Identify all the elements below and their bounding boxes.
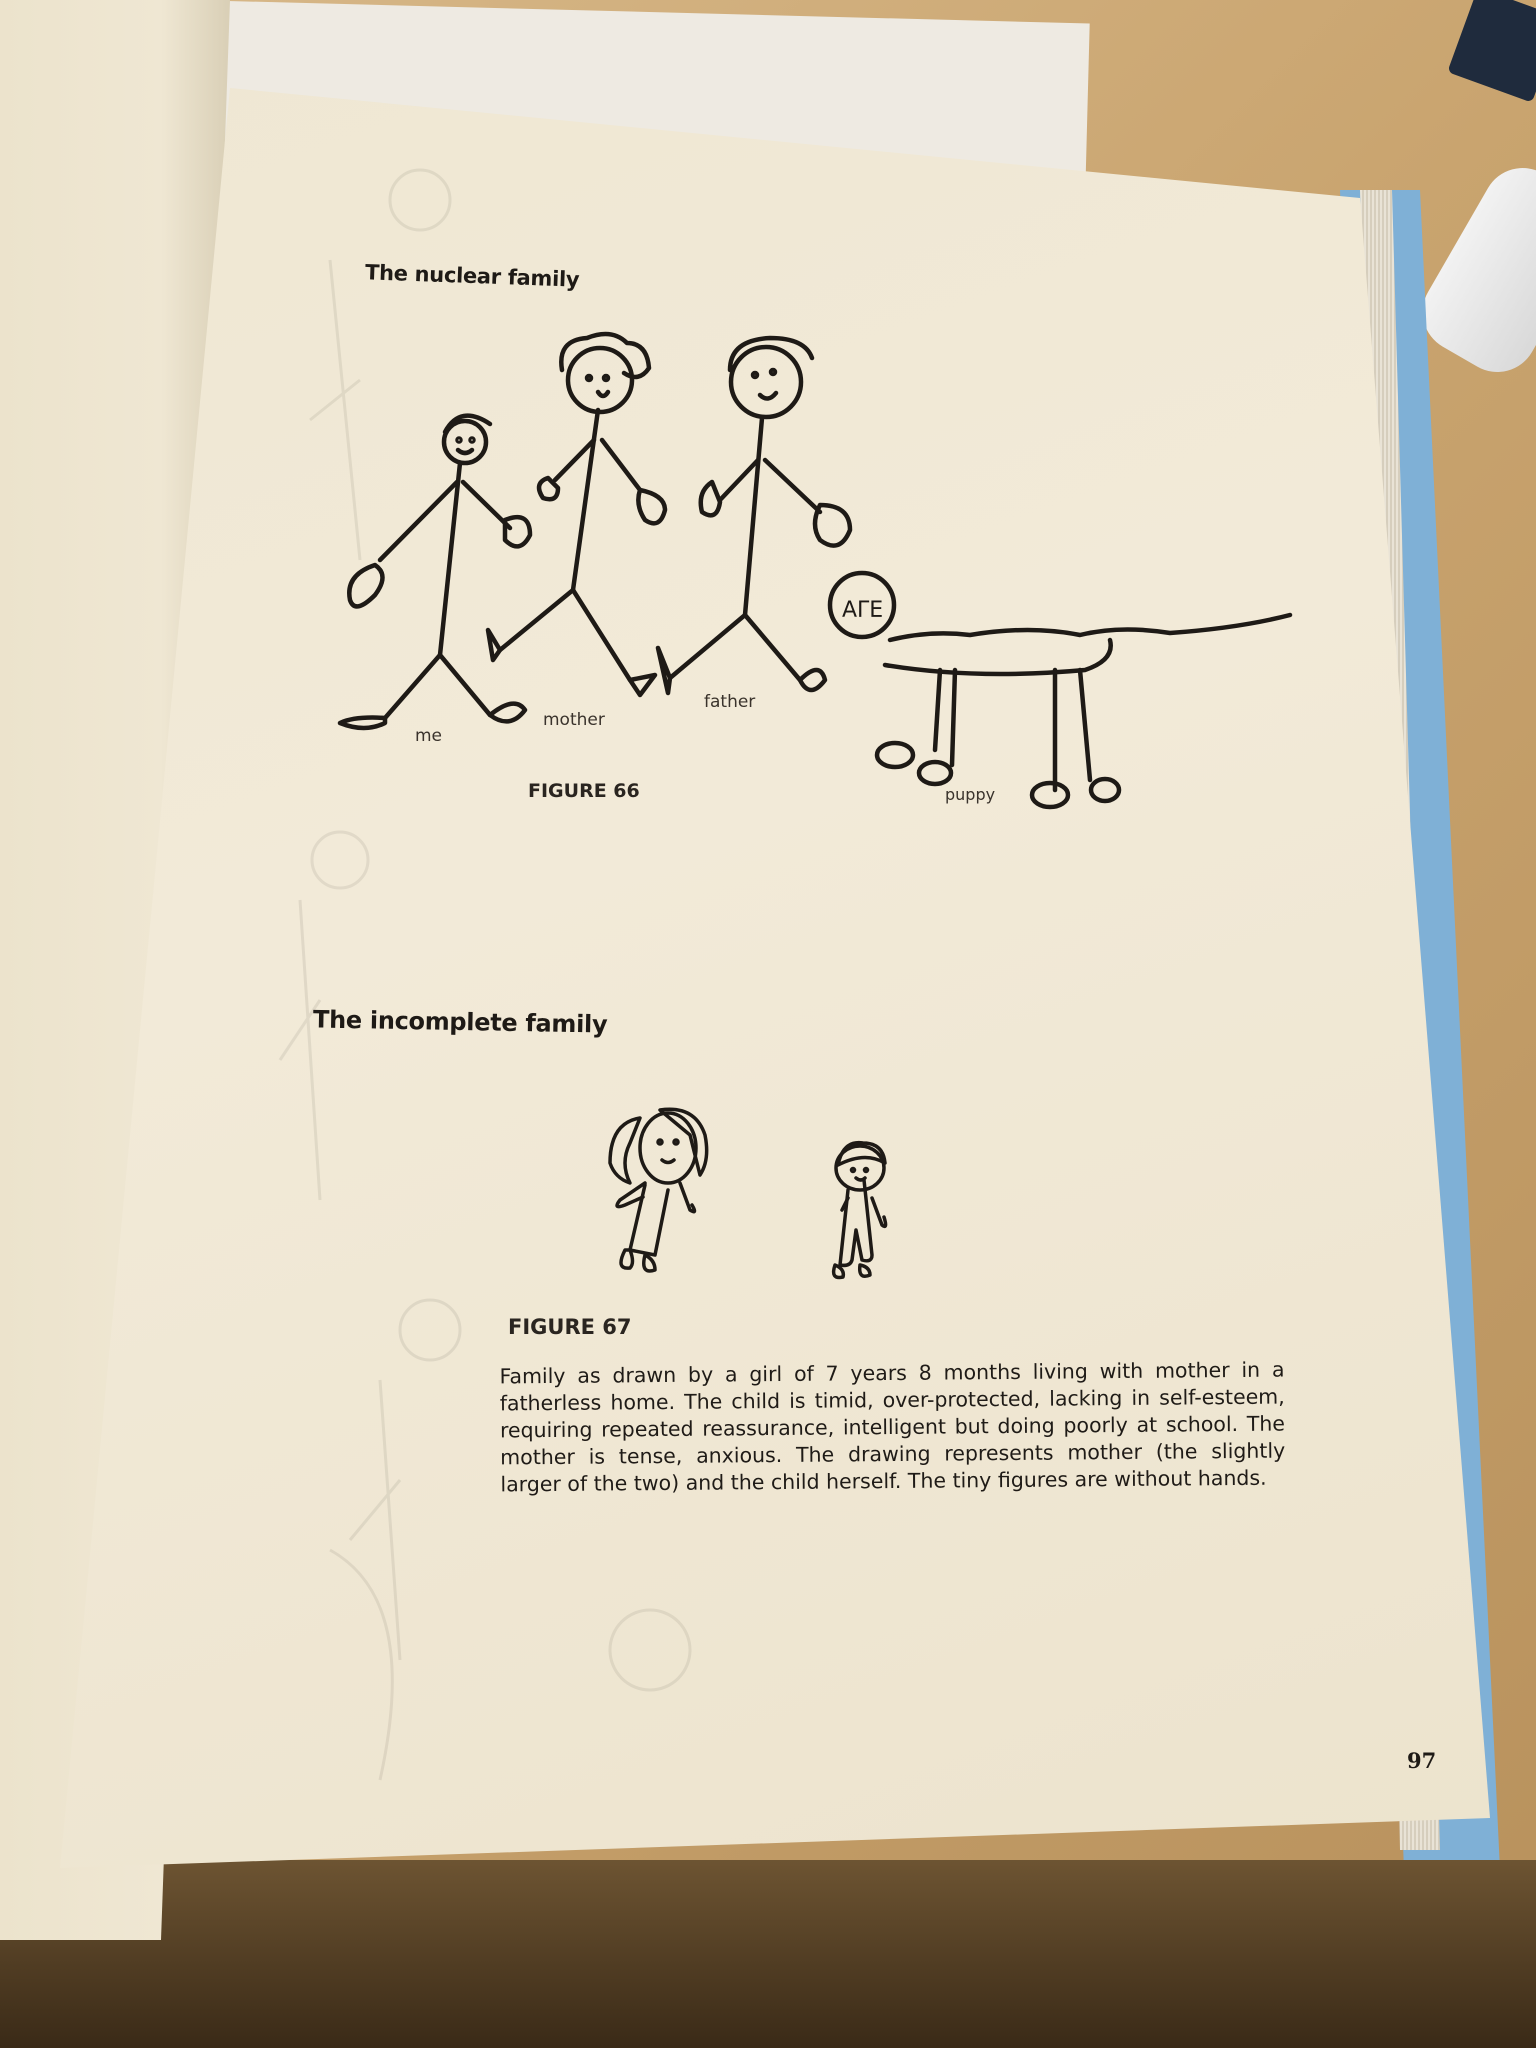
label-puppy: puppy [945, 785, 996, 804]
figure-67-description: Family as drawn by a girl of 7 years 8 months living with mother in a fatherless home. The child is timid, over-protected, lacking in self-esteem, requiring repeated reassurance, intelligent but doing poorly at school. The mother is tense, anxious. The drawing represents mother (the slightly larger of the two) and the child herself. The tiny figures are without hands. [499, 1357, 1286, 1497]
heading-nuclear-family: The nuclear family [364, 260, 580, 292]
figure-66-caption: FIGURE 66 [528, 780, 640, 802]
label-father: father [704, 692, 756, 712]
page-number: 97 [1407, 1748, 1437, 1773]
figure-67-caption: FIGURE 67 [508, 1315, 632, 1339]
dog-head-lettering: ΑΓΕ [842, 598, 884, 623]
label-mother: mother [543, 710, 605, 730]
mother-small-figure [610, 1109, 707, 1271]
label-me: me [415, 726, 443, 746]
child-small-figure [834, 1143, 886, 1278]
heading-incomplete-family: The incomplete family [312, 1005, 608, 1039]
